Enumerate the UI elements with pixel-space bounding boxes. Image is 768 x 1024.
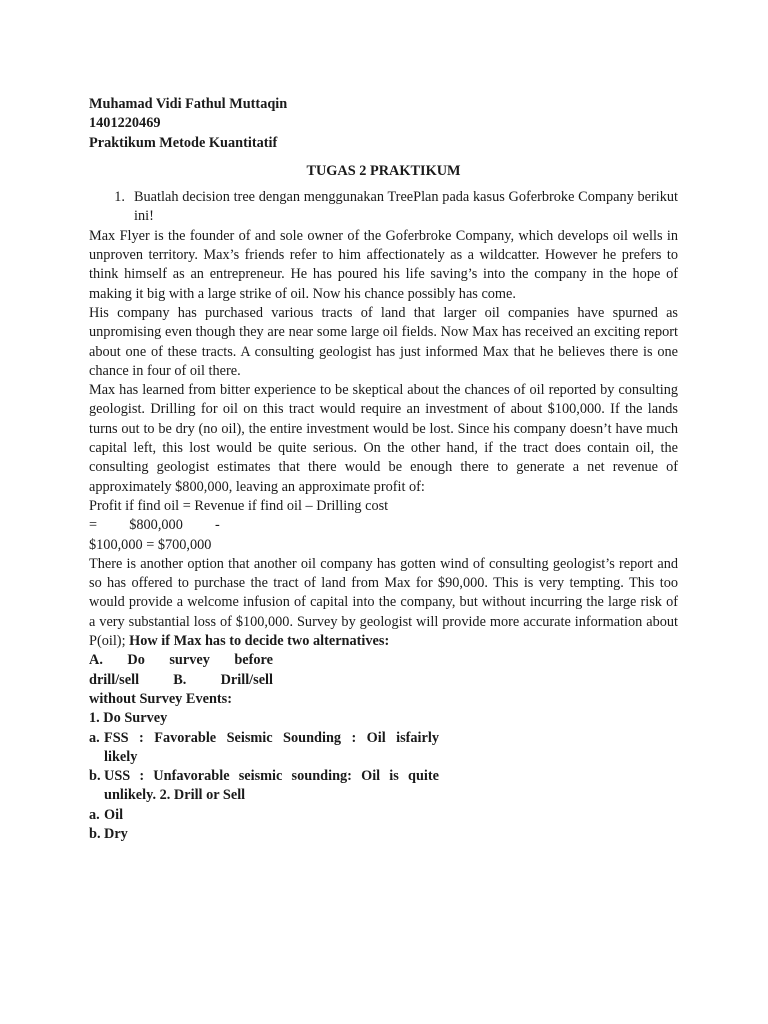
formula-line-1: Profit if find oil = Revenue if find oil – Drilling cost	[89, 497, 389, 514]
list-item-label: a.	[89, 729, 100, 746]
alternatives-line-3: without Survey Events:	[89, 690, 232, 707]
list-item-label: a.	[89, 806, 100, 823]
list-item-fss-line-1: FSS : Favorable Seismic Sounding : Oil isfairly	[104, 729, 439, 746]
alternatives-line-1: A. Do survey before	[89, 652, 273, 669]
list-item-body	[104, 767, 439, 806]
document-content	[89, 95, 678, 844]
list-item-label: b.	[89, 825, 101, 842]
list-item-label: b.	[89, 768, 101, 785]
student-id: 1401220469	[89, 115, 161, 132]
list-item-uss-line-2: unlikely. 2. Drill or Sell	[104, 787, 246, 804]
list-item-body	[104, 729, 439, 768]
task-text: Buatlah decision tree dengan menggunakan TreePlan pada kasus Goferbroke Company berikut ini!	[134, 189, 678, 225]
alternatives-line-2: drill/sell B. Drill/sell	[89, 671, 273, 688]
course-name: Praktikum Metode Kuantitatif	[89, 134, 278, 151]
list-item-uss	[89, 767, 439, 806]
document-title: TUGAS 2 PRAKTIKUM	[306, 162, 461, 179]
paragraph-4	[89, 555, 678, 651]
list-item-oil-text: Oil	[104, 806, 124, 823]
paragraph-2: His company has purchased various tracts of land that larger oil companies have spurned as unpromising even though they are near some large oil fields. Now Max has received an exciting report about one of these tracts. A consulting geologist has just informed Max that he believes there is one chance in four of oil there.	[89, 304, 678, 379]
paragraph-4-text: There is another option that another oil company has gotten wind of consulting geologist’s report and so has offered to purchase the tract of land from Max for $90,000. This is very tempting. This too would provide a welcome infusion of capital into the company, but without incurring the large risk of a very substantial loss of $100,000. Survey by geologist will provide more accurate information about P(oil);	[89, 555, 678, 650]
task-number: 1.	[114, 189, 125, 206]
list-heading: 1. Do Survey	[89, 710, 168, 727]
list-item-oil	[89, 806, 678, 825]
task-item	[89, 188, 678, 227]
list-item-fss-line-2: likely	[104, 748, 138, 765]
paragraph-1: Max Flyer is the founder of and sole owner of the Goferbroke Company, which develops oil wells in unproven territory. Max’s friends refer to him affectionately as a wildcatter. However he prefers to think himself as an entrepreneur. He has poured his life saving’s into the company in the hope of making it big with a large strike of oil. Now his chance possibly has come.	[89, 227, 678, 302]
formula-line-3: $100,000 = $700,000	[89, 536, 212, 553]
author-name: Muhamad Vidi Fathul Muttaqin	[89, 96, 288, 112]
paragraph-4-bold: How if Max has to decide two alternatives:	[129, 633, 390, 650]
paragraph-3: Max has learned from bitter experience to be skeptical about the chances of oil reported by consulting geologist. Drilling for oil on this tract would require an investment of about $100,000. If the lands turns out to be dry (no oil), the entire investment would be lost. Since his company doesn’t have much capital left, this lost would be quite serious. On the other hand, if the tract does contain oil, the consulting geologist estimates that there would be enough there to generate a net revenue of approximately $800,000, leaving an approximate profit of:	[89, 382, 678, 495]
list-item-dry-text: Dry	[104, 825, 128, 842]
list-item-uss-line-1: USS : Unfavorable seismic sounding: Oil is quite	[104, 768, 439, 785]
formula-line-2: = $800,000 -	[89, 517, 220, 534]
list-item-fss	[89, 729, 439, 768]
list-item-dry	[89, 825, 678, 844]
